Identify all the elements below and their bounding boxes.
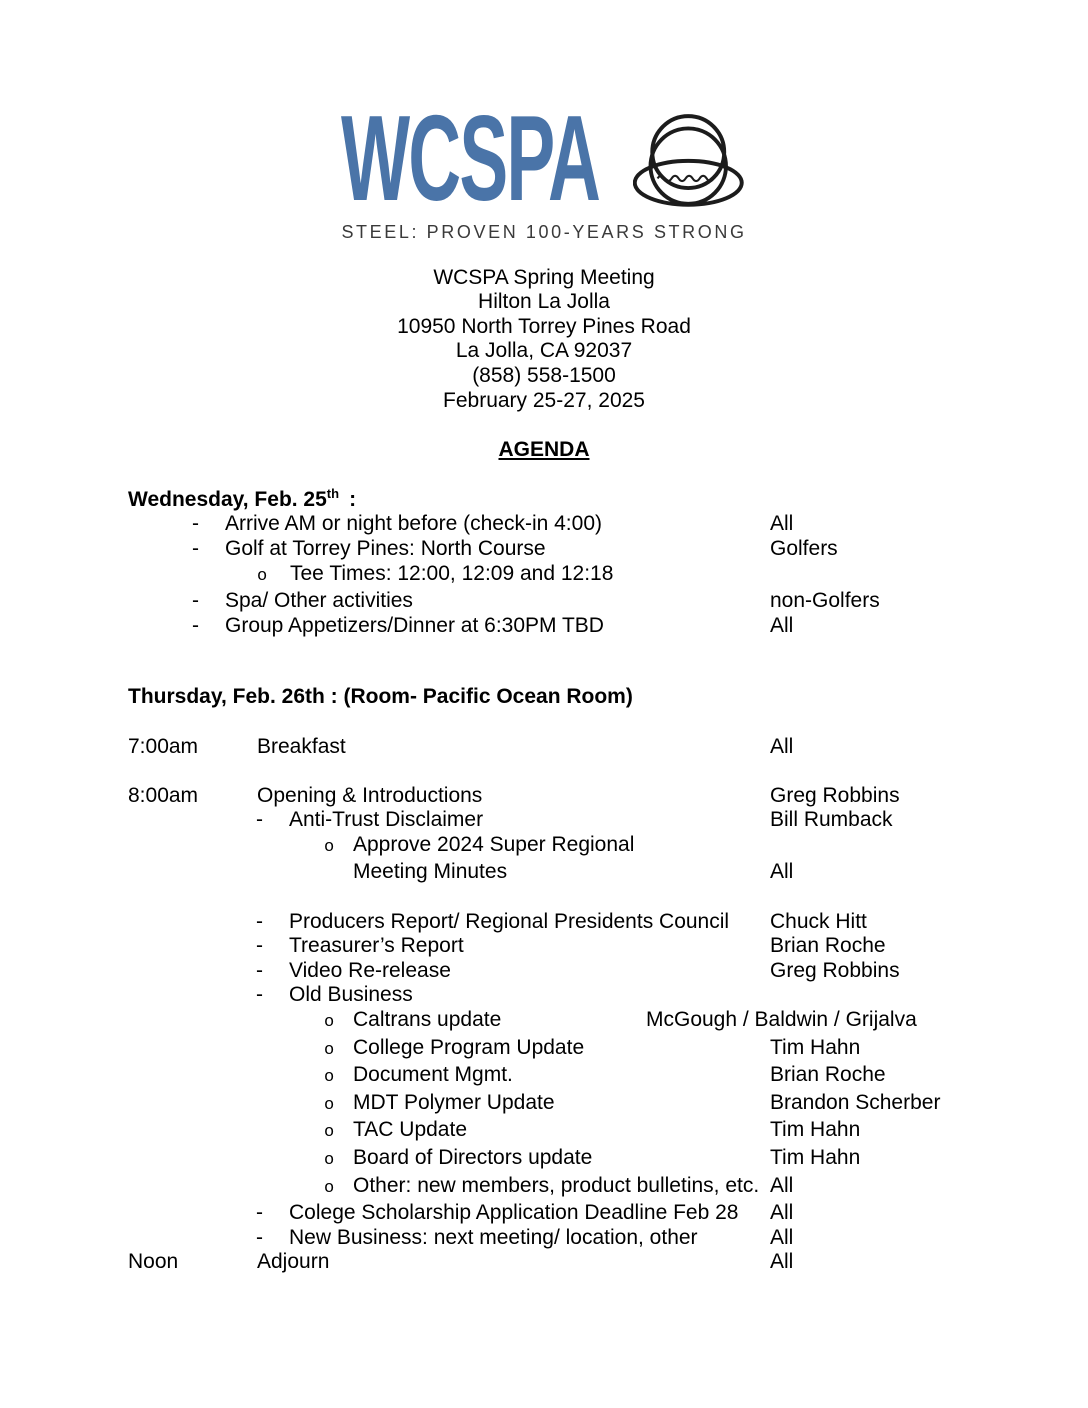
dash-marker: - <box>256 1225 263 1249</box>
dash-marker: - <box>192 613 199 637</box>
circle-bullet: o <box>324 1151 335 1170</box>
dash-marker: - <box>192 536 199 560</box>
item-text: Opening & Introductions <box>257 783 483 807</box>
agenda-row <box>128 1008 1048 1036</box>
assignee: Brian Roche <box>770 934 886 958</box>
item-text: Video Re-release <box>289 958 451 982</box>
item-text: Treasurer’s Report <box>289 934 464 958</box>
logo-brand-wrap <box>341 90 617 226</box>
dash-marker: - <box>256 1201 263 1225</box>
agenda-row <box>128 833 1048 861</box>
agenda-row <box>128 808 1048 833</box>
time-label: 7:00am <box>128 734 199 758</box>
circle-bullet: o <box>324 837 335 857</box>
assignee: All <box>770 1201 794 1225</box>
assignee: All <box>770 860 794 884</box>
assignee: All <box>770 1173 794 1197</box>
assignee: Tim Hahn <box>770 1035 861 1059</box>
assignee: Tim Hahn <box>770 1118 861 1142</box>
agenda-row <box>128 983 1048 1008</box>
assignee: Bill Rumback <box>770 808 893 832</box>
meeting-phone: (858) 558-1500 <box>472 363 616 387</box>
agenda-row <box>128 959 1048 984</box>
circle-bullet: o <box>257 566 268 586</box>
agenda-row <box>128 1091 1048 1119</box>
dash-marker: - <box>256 958 263 982</box>
assignee: All <box>770 613 794 637</box>
assignee: All <box>770 734 794 758</box>
circle-bullet: o <box>324 1123 335 1143</box>
agenda-row <box>128 1146 1048 1174</box>
dash-marker: - <box>256 983 263 1007</box>
logo-brand-text: WCSPA <box>341 90 600 226</box>
meeting-venue: Hilton La Jolla <box>478 290 610 314</box>
circle-bullet: o <box>324 1178 335 1198</box>
agenda-body <box>0 485 1088 1275</box>
agenda-row <box>128 1201 1048 1226</box>
agenda-row <box>128 1226 1048 1251</box>
item-text: TAC Update <box>353 1118 467 1142</box>
circle-bullet: o <box>324 1040 335 1060</box>
item-text: Breakfast <box>257 734 346 758</box>
item-text: Other: new members, product bulletins, etc. <box>353 1173 760 1197</box>
assignee: All <box>770 1250 794 1274</box>
logo-tagline: STEEL: PROVEN 100-YEARS STRONG <box>341 222 747 242</box>
item-text: Golf at Torrey Pines: North Course <box>225 536 546 560</box>
assignee: Brian Roche <box>770 1063 886 1087</box>
corrugated-pipe-icon <box>633 110 747 210</box>
item-text: Old Business <box>289 983 413 1007</box>
assignee: Golfers <box>770 536 838 560</box>
agenda-row <box>128 735 1048 760</box>
agenda-row <box>128 910 1048 935</box>
circle-bullet: o <box>324 1095 335 1115</box>
item-text: Arrive AM or night before (check-in 4:00) <box>225 512 602 536</box>
meeting-city: La Jolla, CA 92037 <box>455 339 633 363</box>
meeting-street: 10950 North Torrey Pines Road <box>397 314 691 338</box>
thursday-heading: Thursday, Feb. 26th : (Room- Pacific Ocean Room) <box>128 685 633 709</box>
dash-marker: - <box>256 909 263 933</box>
item-text: Document Mgmt. <box>353 1063 513 1087</box>
item-text: Caltrans update <box>353 1008 502 1032</box>
assignee: Greg Robbins <box>770 783 900 807</box>
item-text: Approve 2024 Super Regional <box>353 832 635 856</box>
item-text: College Program Update <box>353 1035 585 1059</box>
agenda-row <box>128 589 1048 614</box>
agenda-row <box>128 537 1048 562</box>
assignee: Chuck Hitt <box>770 909 867 933</box>
item-text: Anti-Trust Disclaimer <box>289 808 484 832</box>
time-label: 8:00am <box>128 783 199 807</box>
logo <box>0 0 1088 226</box>
agenda-row <box>128 1174 1048 1202</box>
item-text: New Business: next meeting/ location, other <box>289 1225 698 1249</box>
item-text: Group Appetizers/Dinner at 6:30PM TBD <box>225 613 604 637</box>
time-label: Noon <box>128 1250 179 1274</box>
meeting-info-block <box>0 266 1088 414</box>
assignee: All <box>770 512 794 536</box>
meeting-dates: February 25-27, 2025 <box>443 388 645 412</box>
wednesday-heading: Wednesday, Feb. 25th : <box>128 485 357 511</box>
circle-bullet: o <box>324 1068 335 1088</box>
item-text: Spa/ Other activities <box>225 589 413 613</box>
item-text: Meeting Minutes <box>353 860 508 884</box>
dash-marker: - <box>192 589 199 613</box>
agenda-row <box>128 1063 1048 1091</box>
agenda-row <box>128 784 1048 809</box>
agenda-row <box>128 1118 1048 1146</box>
agenda-row <box>128 1036 1048 1064</box>
agenda-row <box>128 934 1048 959</box>
agenda-row <box>128 1250 1048 1275</box>
assignee: Tim Hahn <box>770 1146 861 1169</box>
assignee: Brandon Scherber <box>770 1090 941 1114</box>
dash-marker: - <box>192 512 199 536</box>
meeting-title: WCSPA Spring Meeting <box>433 265 655 289</box>
assignee: All <box>770 1225 794 1249</box>
item-text: Tee Times: 12:00, 12:09 and 12:18 <box>290 561 614 585</box>
circle-bullet: o <box>324 1013 335 1033</box>
item-text: Board of Directors update <box>353 1146 593 1169</box>
item-text: Producers Report/ Regional Presidents Council <box>289 909 730 933</box>
agenda-title: AGENDA <box>498 438 590 462</box>
agenda-row <box>128 562 1048 590</box>
assignee: Greg Robbins <box>770 958 900 982</box>
assignee: non-Golfers <box>770 589 880 613</box>
item-text: Colege Scholarship Application Deadline Feb 28 <box>289 1201 739 1225</box>
dash-marker: - <box>256 808 263 832</box>
assignee: McGough / Baldwin / Grijalva <box>646 1008 917 1032</box>
agenda-row <box>128 512 1048 537</box>
item-text: MDT Polymer Update <box>353 1090 555 1114</box>
agenda-row <box>128 860 1048 885</box>
dash-marker: - <box>256 934 263 958</box>
agenda-row <box>128 614 1048 639</box>
item-text: Adjourn <box>257 1250 330 1274</box>
